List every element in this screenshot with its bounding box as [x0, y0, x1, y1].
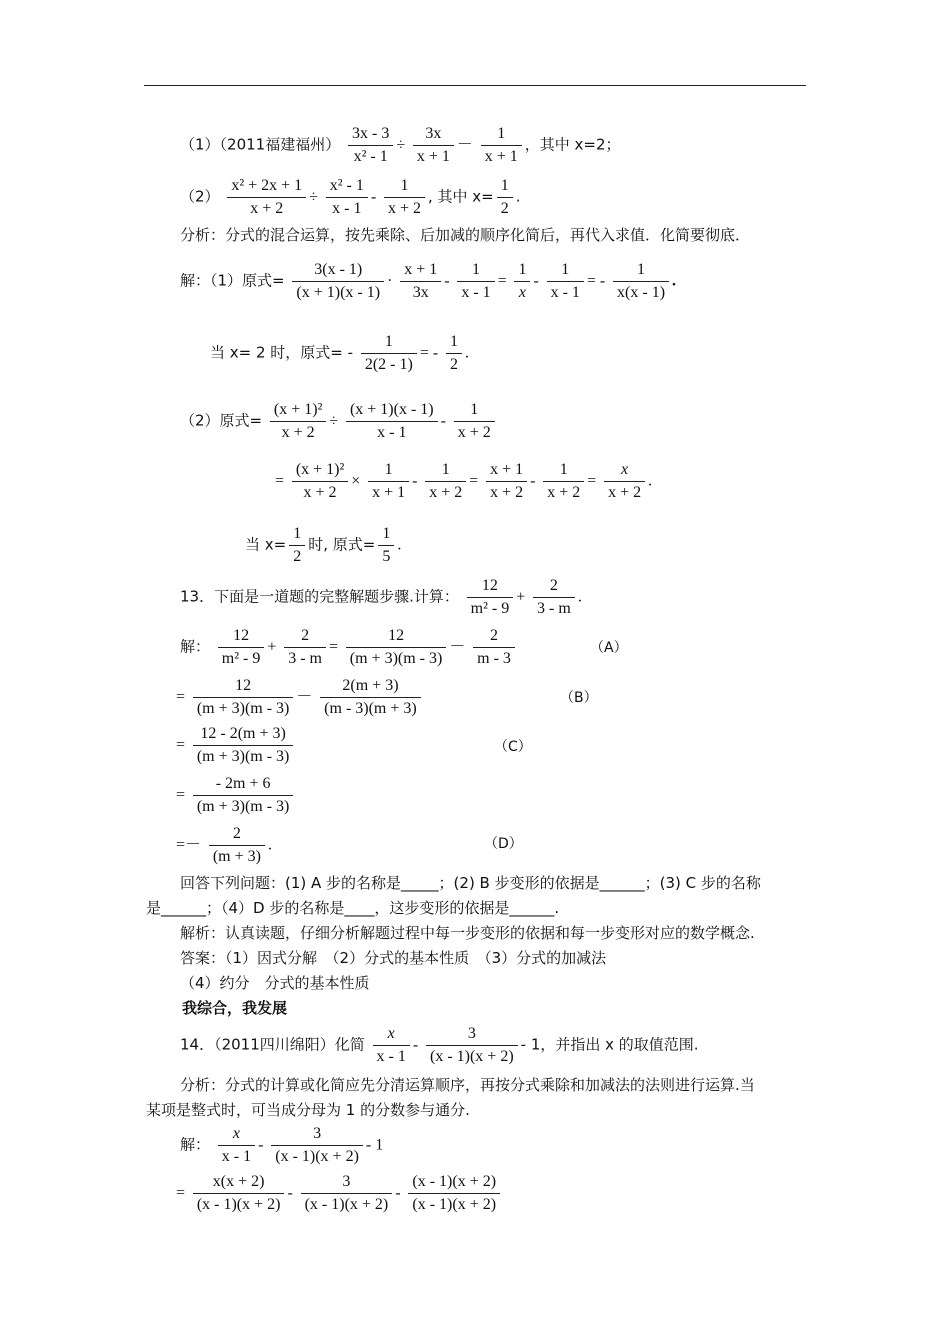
denominator: x + 1	[484, 148, 518, 165]
fraction	[289, 526, 305, 565]
fraction	[604, 462, 645, 501]
fraction	[425, 462, 466, 501]
math-text: ÷	[309, 188, 318, 206]
math-text: =	[176, 688, 186, 706]
math-text: .	[672, 272, 677, 290]
fraction	[378, 526, 394, 565]
solution-14-step	[176, 1174, 503, 1213]
step-c-tag: （C）	[494, 739, 532, 755]
step-a-tag: （A）	[590, 640, 628, 656]
denominator: (m + 3)	[212, 848, 261, 865]
math-text: =	[328, 638, 338, 656]
denominator: 3 - m	[537, 600, 571, 617]
numerator: 1	[543, 462, 584, 482]
step-b-tag: （B）	[560, 690, 598, 706]
fraction	[346, 628, 447, 667]
math-text: =－	[176, 836, 202, 854]
denominator: 2	[449, 356, 458, 373]
fraction	[292, 462, 348, 501]
math-text: = -	[586, 272, 606, 290]
denominator: x + 2	[303, 484, 337, 501]
fraction	[426, 1026, 518, 1065]
math-text: （1）（2011福建福州）	[180, 135, 341, 154]
numerator: 3	[301, 1174, 393, 1194]
math-text: , 其中 x=	[428, 187, 494, 206]
step-b	[176, 678, 424, 717]
denominator: x + 2	[490, 484, 524, 501]
solution-1-value	[210, 334, 469, 373]
math-text: -	[412, 1036, 419, 1054]
denominator: x - 1	[376, 1048, 406, 1065]
denominator: 3 - m	[288, 650, 322, 667]
denominator: 2(2 - 1)	[364, 356, 413, 373]
analysis-14-line-2: 某项是整式时，可当成分母为 1 的分数参与通分.	[146, 1101, 470, 1119]
math-text: 14．（2011四川绵阳）化简	[180, 1035, 365, 1054]
denominator: x - 1	[377, 424, 407, 441]
math-text: 解：（1）原式=	[180, 271, 285, 290]
denominator: x² - 1	[353, 148, 388, 165]
numerator: 2	[473, 628, 515, 648]
denominator: m - 3	[477, 650, 511, 667]
fraction	[408, 1174, 500, 1213]
math-text: .	[397, 536, 402, 554]
denominator: x + 2	[608, 484, 642, 501]
numerator: 1	[368, 462, 409, 482]
denominator: (x - 1)(x + 2)	[412, 1196, 497, 1213]
fraction	[326, 178, 368, 217]
math-text: .	[577, 588, 582, 606]
fraction	[348, 126, 393, 165]
fraction	[218, 628, 265, 667]
math-text: -	[530, 472, 536, 490]
fraction	[547, 262, 584, 301]
fraction	[467, 578, 514, 617]
analysis-13: 解析：认真读题，仔细分析解题过程中每一步变形的依据和每一步变形对应的数学概念.	[180, 924, 755, 942]
numerator: x	[218, 1126, 255, 1146]
denominator: x - 1	[332, 200, 362, 217]
numerator: 1	[446, 334, 462, 354]
fraction	[400, 262, 441, 301]
numerator: 12	[346, 628, 447, 648]
fraction	[193, 776, 294, 815]
denominator: x + 2	[547, 484, 581, 501]
fraction	[481, 126, 522, 165]
numerator: 1	[289, 526, 305, 546]
math-text: ÷	[329, 412, 339, 430]
denominator: (x + 1)(x - 1)	[296, 284, 381, 301]
numerator: 2	[533, 578, 575, 598]
step-c2	[176, 776, 296, 815]
fraction	[454, 402, 495, 441]
denominator: 2	[500, 200, 509, 217]
math-text: 解：	[180, 637, 211, 656]
math-text: .	[515, 187, 521, 206]
fraction	[361, 334, 417, 373]
fraction	[320, 678, 421, 717]
fraction	[270, 402, 326, 441]
math-text: -	[395, 1184, 401, 1202]
math-text: - 1	[365, 1136, 384, 1154]
fraction	[457, 262, 494, 301]
fraction	[271, 1126, 363, 1165]
numerator: 1	[481, 126, 522, 146]
numerator: 12	[218, 628, 265, 648]
analysis-14-line-1: 分析：分式的计算或化简应先分清运算顺序，再按分式乘除和加减法的法则进行运算.当	[180, 1076, 755, 1094]
solution-1	[180, 262, 676, 301]
math-text: ×	[351, 472, 361, 490]
numerator: (x - 1)(x + 2)	[408, 1174, 500, 1194]
numerator: x + 1	[400, 262, 441, 282]
numerator: 3x	[413, 126, 454, 146]
fraction	[384, 178, 425, 217]
math-text: -	[444, 272, 450, 290]
numerator: 3	[426, 1026, 518, 1046]
step-a	[180, 628, 518, 667]
math-text: - 1，并指出 x 的取值范围.	[520, 1035, 699, 1054]
header-rule	[144, 85, 806, 86]
math-text: =	[176, 736, 186, 754]
questions-line-2: 是______；（4）D 步的名称是____，这步变形的依据是______.	[146, 899, 560, 917]
numerator: 1	[454, 402, 495, 422]
fraction	[533, 578, 575, 617]
fraction	[373, 1026, 410, 1065]
math-text: .	[648, 472, 653, 490]
fraction	[284, 628, 326, 667]
math-text: －	[296, 688, 313, 706]
denominator: x + 2	[457, 424, 491, 441]
denominator: x - 1	[550, 284, 580, 301]
numerator: x	[604, 462, 645, 482]
denominator: (x - 1)(x + 2)	[196, 1196, 281, 1213]
denominator: x - 1	[461, 284, 491, 301]
numerator: 1	[514, 262, 530, 282]
math-text: -	[370, 188, 377, 206]
denominator: x + 2	[281, 424, 315, 441]
denominator: m² - 9	[221, 650, 261, 667]
fraction	[346, 402, 438, 441]
fraction	[486, 462, 527, 501]
numerator: x(x + 2)	[193, 1174, 285, 1194]
math-text: 时, 原式=	[308, 535, 376, 554]
numerator: 2(m + 3)	[320, 678, 421, 698]
fraction	[292, 262, 384, 301]
step-c	[176, 726, 296, 765]
solution-2-step	[275, 462, 652, 501]
math-text: =	[497, 272, 507, 290]
denominator: x + 2	[387, 200, 421, 217]
denominator: x + 2	[429, 484, 463, 501]
numerator: x² + 2x + 1	[227, 178, 306, 198]
numerator: 3x - 3	[348, 126, 393, 146]
solution-2-value	[245, 526, 401, 565]
fraction	[613, 262, 669, 301]
fraction	[473, 628, 515, 667]
fraction	[193, 678, 294, 717]
numerator: 1	[361, 334, 417, 354]
numerator: x	[373, 1026, 410, 1046]
question-13	[180, 578, 582, 617]
numerator: 3	[271, 1126, 363, 1146]
numerator: 12 - 2(m + 3)	[193, 726, 294, 746]
question-14	[180, 1026, 699, 1065]
numerator: - 2m + 6	[193, 776, 294, 796]
problem-1	[180, 126, 621, 165]
fraction	[497, 178, 513, 217]
fraction	[514, 262, 530, 301]
numerator: (x + 1)²	[270, 402, 326, 422]
numerator: 1	[547, 262, 584, 282]
math-text: －	[449, 638, 466, 656]
math-text: +	[267, 638, 277, 656]
denominator: x	[518, 284, 527, 301]
numerator: 1	[457, 262, 494, 282]
numerator: 3(x - 1)	[292, 262, 384, 282]
denominator: x - 1	[221, 1148, 252, 1165]
numerator: 1	[497, 178, 513, 198]
math-text: ·	[387, 272, 393, 290]
math-text: -	[287, 1184, 293, 1202]
math-text: =	[469, 472, 479, 490]
answer-line-2: （4）约分 分式的基本性质	[180, 974, 370, 992]
fraction	[218, 1126, 255, 1165]
step-d-tag: （D）	[484, 836, 523, 852]
math-text: -	[440, 412, 446, 430]
math-text: 当 x= 2 时，原式= -	[210, 343, 354, 362]
fraction	[209, 826, 265, 865]
math-text: .	[267, 836, 272, 854]
section-heading: 我综合，我发展	[182, 999, 288, 1017]
step-d	[176, 826, 272, 865]
denominator: (x - 1)(x + 2)	[304, 1196, 389, 1213]
denominator: 3x	[412, 284, 429, 301]
numerator: 1	[378, 526, 394, 546]
fraction	[413, 126, 454, 165]
problem-2	[180, 178, 521, 217]
fraction	[193, 726, 294, 765]
fraction	[446, 334, 462, 373]
denominator: x + 1	[372, 484, 406, 501]
answer-line-1: 答案：（1）因式分解 （2）分式的基本性质 （3）分式的加减法	[180, 949, 607, 967]
fraction	[193, 1174, 285, 1213]
denominator: (x - 1)(x + 2)	[429, 1048, 514, 1065]
math-text: ，其中 x=2；	[524, 135, 621, 154]
math-text: （2）	[180, 187, 220, 206]
math-text: ÷	[396, 136, 406, 154]
math-text: +	[516, 588, 526, 606]
denominator: (m + 3)(m - 3)	[196, 798, 290, 815]
denominator: (m + 3)(m - 3)	[349, 650, 443, 667]
numerator: 2	[209, 826, 265, 846]
fraction	[227, 178, 306, 217]
math-text: = -	[419, 344, 439, 362]
math-text: 当 x=	[245, 535, 287, 554]
denominator: (m + 3)(m - 3)	[196, 700, 290, 717]
math-text: =	[176, 1184, 186, 1202]
analysis-1: 分析：分式的混合运算，按先乘除、后加减的顺序化简后，再代入求值．化简要彻底．	[180, 226, 751, 244]
math-text: -	[533, 272, 539, 290]
denominator: 2	[293, 548, 302, 565]
fraction	[543, 462, 584, 501]
numerator: x + 1	[486, 462, 527, 482]
denominator: m² - 9	[470, 600, 510, 617]
denominator: x + 2	[250, 200, 284, 217]
numerator: 12	[467, 578, 514, 598]
numerator: 12	[193, 678, 294, 698]
math-text: =	[176, 786, 186, 804]
solution-14	[180, 1126, 383, 1165]
math-text: -	[258, 1136, 264, 1154]
denominator: x(x - 1)	[617, 284, 666, 301]
math-text: （2）原式=	[180, 411, 263, 430]
fraction	[301, 1174, 393, 1213]
math-text: 13．下面是一道题的完整解题步骤.计算：	[180, 587, 459, 606]
numerator: (x + 1)(x - 1)	[346, 402, 438, 422]
denominator: x + 1	[416, 148, 450, 165]
denominator: (x - 1)(x + 2)	[275, 1148, 359, 1165]
numerator: (x + 1)²	[292, 462, 348, 482]
questions-line-1: 回答下列问题：(1) A 步的名称是_____；(2) B 步变形的依据是______；(3) C 步的名称	[180, 874, 761, 892]
math-text: =	[587, 472, 597, 490]
denominator: (m + 3)(m - 3)	[196, 748, 290, 765]
fraction	[368, 462, 409, 501]
numerator: 1	[425, 462, 466, 482]
math-text: 解：	[180, 1135, 211, 1154]
solution-2	[180, 402, 498, 441]
math-text: -	[412, 472, 418, 490]
numerator: 2	[284, 628, 326, 648]
math-text: .	[464, 344, 469, 362]
numerator: x² - 1	[326, 178, 368, 198]
numerator: 1	[384, 178, 425, 198]
math-text: －	[456, 136, 473, 154]
math-text: =	[275, 472, 285, 490]
denominator: (m - 3)(m + 3)	[324, 700, 417, 717]
numerator: 1	[613, 262, 669, 282]
denominator: 5	[382, 548, 391, 565]
